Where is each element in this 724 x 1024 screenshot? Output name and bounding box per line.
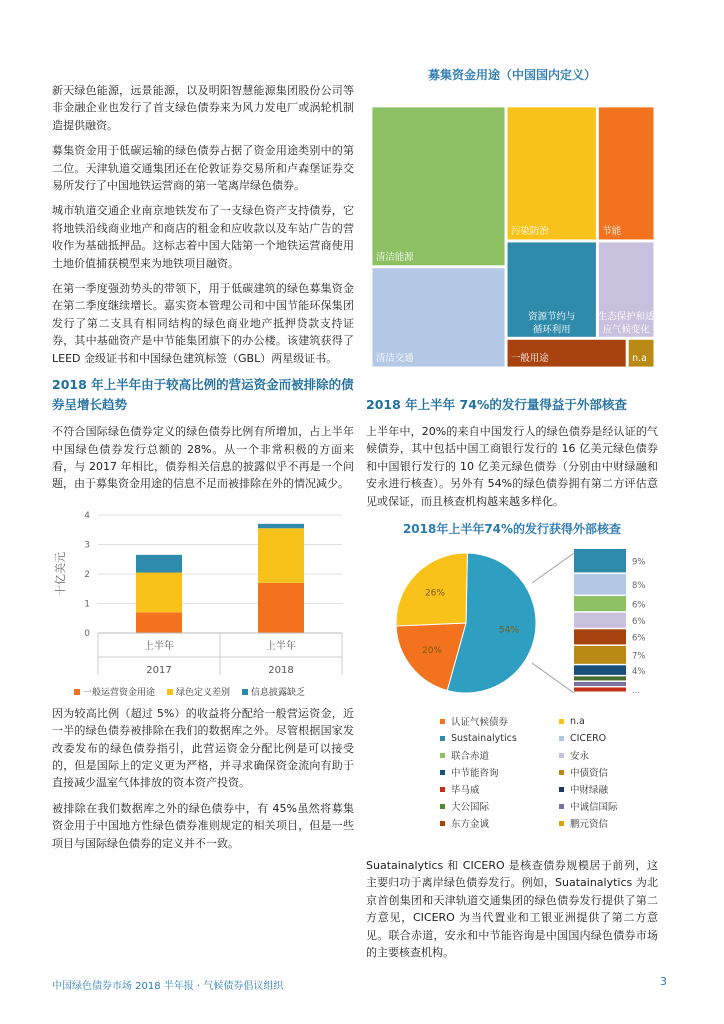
treemap-label: 生态保护和适应气候变化 [597, 311, 655, 336]
legend-item [559, 798, 670, 814]
pie-data-label: 20% [422, 646, 443, 657]
breakdown-label: 4% [632, 666, 646, 677]
breakdown-segment [574, 682, 626, 686]
breakdown-segment [574, 687, 626, 691]
breakdown-segment [574, 629, 626, 644]
legend-label: 安永 [570, 751, 590, 763]
treemap-label: 污染防治 [511, 226, 549, 237]
legend-label: 鹏元资信 [570, 819, 609, 831]
breakdown-segment [574, 676, 626, 680]
legend-item [559, 815, 670, 831]
legend-swatch [440, 719, 445, 724]
legend-item [440, 713, 551, 729]
legend-item [242, 685, 305, 699]
breakdown-label: 6% [632, 633, 646, 644]
connector-line [532, 553, 574, 583]
bar-chart-legend [74, 685, 354, 699]
legend-swatch [559, 753, 564, 758]
legend-item [559, 764, 670, 780]
legend-label: 信息披露缺乏 [251, 688, 306, 699]
treemap-block [507, 107, 596, 240]
legend-label: 一般运营资金用途 [83, 688, 156, 699]
treemap-label: 一般用途 [511, 353, 549, 365]
treemap-label: 节能 [602, 226, 622, 237]
page-number: 3 [660, 975, 667, 988]
legend-swatch [242, 689, 248, 695]
breakdown-segment [574, 665, 626, 675]
legend-item [559, 781, 670, 797]
legend-swatch [440, 787, 445, 792]
section-heading: 2018 年上半年 74%的发行量得益于外部核查 [366, 397, 627, 412]
paragraph: 募集资金用于低碳运输的绿色债券占据了资金用途类别中的第二位。天津轨道交通集团还在伦敦证券交易所和卢森堡证券交易所发行了中国地铁运营商的第一笔离岸绿色债券。 [52, 144, 354, 193]
bar-segment [136, 555, 182, 573]
legend-swatch [440, 821, 445, 826]
y-tick-label: 3 [84, 540, 90, 551]
legend-label: 中债资信 [570, 768, 609, 780]
paragraph: 在第一季度强劲势头的带领下，用于低碳建筑的绿色募集资金在第二季度继续增长。嘉实资本管理公司和中国节能环保集团发行了第二支具有相同结构的绿色商业地产抵押贷款支持证券，其中基础资产是中节能集团旗下的办公楼。该建筑获得了 LEED 金级证书和中国绿色建筑标签（GBL）两星级证书。 [52, 282, 354, 365]
bar-chart-svg [52, 507, 352, 675]
breakdown-label: 9% [632, 557, 646, 568]
legend-label: 联合赤道 [451, 751, 490, 763]
legend-item [559, 747, 670, 763]
treemap-block [372, 107, 505, 266]
section-heading: 2018 年上半年由于较高比例的营运资金而被排除的债券呈增长趋势 [52, 377, 354, 413]
y-tick-label: 1 [84, 599, 90, 610]
legend-swatch [559, 719, 564, 724]
legend-swatch [559, 821, 564, 826]
breakdown-segment [574, 574, 626, 595]
breakdown-label: 6% [632, 617, 646, 628]
legend-swatch [559, 804, 564, 809]
paragraph: 新天绿色能源，远景能源，以及明阳智慧能源集团股份公司等非金融企业也发行了首支绿色债券来为风力发电厂或涡轮机制造提供融资。 [52, 84, 354, 132]
legend-label: 中诚信国际 [570, 802, 618, 814]
legend-label: 东方金诚 [451, 819, 490, 831]
bar-segment [258, 528, 304, 583]
treemap-block [598, 107, 654, 240]
legend-label: 中节能咨询 [451, 768, 499, 780]
legend-swatch [440, 753, 445, 758]
bar-segment [136, 572, 182, 612]
legend-label: 大公国际 [451, 802, 490, 814]
treemap-block [598, 242, 654, 337]
x-year-label: 2017 [146, 664, 172, 675]
paragraph: 因为较高比例（超过 5%）的收益将分配给一般营运资金，近一半的绿色债券被排除在我们的数据库之外。尽管根据国家发改委发布的绿色债券指引，此营运资金分配比例是可以接受的，但是国际上的定义更为严格，并寻求确保资金流向有助于直接减少温室气体排放的资本资产投资。 [52, 706, 354, 790]
bar-chart [52, 507, 354, 703]
legend-item [440, 798, 551, 814]
y-tick-label: 0 [84, 628, 90, 639]
y-tick-label: 2 [84, 569, 90, 580]
breakdown-segment [574, 549, 626, 572]
legend-item [74, 685, 155, 699]
legend-swatch [74, 689, 80, 695]
breakdown-segment [574, 613, 626, 628]
left-column [52, 82, 354, 860]
treemap-chart [366, 89, 656, 379]
legend-swatch [440, 804, 445, 809]
bar-segment [136, 612, 182, 633]
pie-legend [440, 713, 670, 831]
pie-chart [366, 543, 658, 703]
y-tick-label: 4 [84, 510, 90, 521]
paragraph: Suatainalytics 和 CICERO 是核查债券规模居于前列，这主要归功于离岸绿色债券发行。例如，Suatainalytics 为北京首创集团和天津轨道交通集团的绿色债券发行提供了第二方意见，CICERO 为当代置业和工银亚洲提供了第二方意见。联合赤道，安永和中节能咨询是中国国内绿色债券市场的主要核查机构。 [366, 859, 658, 960]
treemap-title: 募集资金用途（中国国内定义） [427, 68, 596, 82]
treemap-label: 资源节约与循环利用 [528, 311, 576, 336]
legend-swatch [559, 770, 564, 775]
legend-label: 认证气候债券 [451, 717, 509, 729]
legend-swatch [559, 736, 564, 741]
y-axis-label: 十亿美元 [54, 551, 67, 596]
breakdown-label: 7% [632, 651, 646, 662]
treemap-label: 清洁能源 [375, 251, 414, 263]
legend-label: 毕马威 [451, 785, 480, 797]
legend-swatch [167, 689, 173, 695]
connector-line [532, 663, 574, 693]
footer-text: 中国绿色债券市场 2018 半年报 · 气候债券倡议组织 [52, 981, 284, 992]
x-tick-label: 上半年 [266, 640, 296, 652]
legend-label: n.a [570, 715, 585, 727]
breakdown-label: 8% [632, 581, 646, 592]
treemap-label: n.a [632, 353, 647, 365]
legend-label: CICERO [570, 732, 607, 744]
treemap-label: 清洁交通 [375, 353, 414, 365]
bar-segment [258, 583, 304, 633]
legend-item [440, 747, 551, 763]
right-column [366, 66, 658, 969]
x-tick-label: 上半年 [144, 640, 174, 652]
legend-item [559, 730, 670, 746]
legend-item [440, 781, 551, 797]
legend-item [440, 730, 551, 746]
breakdown-segment [574, 646, 626, 664]
legend-label: 中财绿融 [570, 785, 609, 797]
paragraph: 被排除在我们数据库之外的绿色债券中，有 45%虽然将募集资金用于中国地方性绿色债券准则规定的相关项目，但是一些项目与国际绿色债券的定义并不一致。 [52, 801, 354, 850]
treemap-block [507, 242, 596, 337]
paragraph: 城市轨道交通企业南京地铁发布了一支绿色资产支持债券，它将地铁沿线商业地产和商店的租金和应收款以及车站广告的营收作为基础抵押品。这标志着中国大陆第一个地铁运营商使用土地价值捕获模型来为地铁项目融资。 [52, 204, 354, 270]
legend-item [440, 764, 551, 780]
legend-swatch [559, 787, 564, 792]
legend-item [559, 713, 670, 729]
legend-swatch [440, 736, 445, 741]
legend-label: 绿色定义差别 [176, 688, 231, 699]
legend-swatch [440, 770, 445, 775]
breakdown-label: 6% [632, 600, 646, 611]
legend-item [167, 685, 230, 699]
pie-data-label: 54% [498, 625, 519, 636]
paragraph: 不符合国际绿色债券定义的绿色债券比例有所增加，占上半年中国绿色债券发行总额的 28%。从一个非常积极的方面来看，与 2017 年相比，债券相关信息的披露似乎不再是一个问题，由于募集资金用途的信息不足而被排除在外的情况减少。 [52, 425, 354, 491]
breakdown-segment [574, 596, 626, 611]
legend-label: Sustainalytics [451, 732, 517, 744]
x-year-label: 2018 [268, 664, 294, 675]
legend-item [440, 815, 551, 831]
pie-data-label: 26% [424, 588, 445, 599]
bar-segment [258, 524, 304, 528]
breakdown-label: ... [632, 686, 641, 697]
paragraph: 上半年中，20%的来自中国发行人的绿色债券是经认证的气候债券，其中包括中国工商银行发行的 16 亿美元绿色债券和中国银行发行的 10 亿美元绿色债券（分别由中财绿融和安永进行核查）。另外有 54%的绿色债券拥有第二方评估意见或保证，而且核查机构越来越多样化。 [366, 425, 658, 508]
pie-title: 2018年上半年74%的发行获得外部核查 [402, 522, 622, 537]
